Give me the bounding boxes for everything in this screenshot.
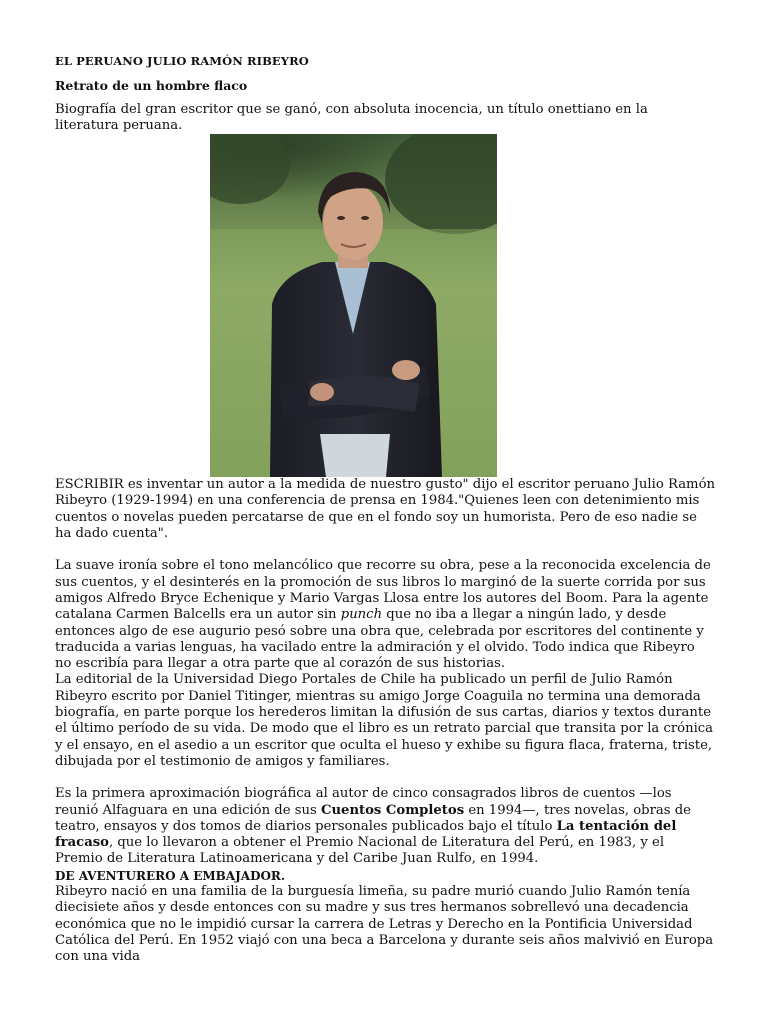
document-page [55,53,715,966]
paragraph-4-text-b: en 1994—, tres novelas, obras de teatro, ensayos y dos tomos de diarios personales publicados bajo el título [55,802,691,834]
article-lead: Biografía del gran escritor que se ganó, con absoluta inocencia, un título onettiano en la literatura peruana. [55,101,648,133]
section-heading: DE AVENTURERO A EMBAJADOR. [55,868,286,883]
article-subtitle: Retrato de un hombre flaco [55,78,248,94]
paragraph-2-text-b: que no iba a llegar a ningún lado, y desde entonces algo de ese augurio pesó sobre una obra que, celebrada por escritores del continente y traducida a varias lenguas, ha vacilado entre la admiración y el olvido. Todo indica que Ribeyro no escribía para llegar a otra parte que al corazón de sus historias. [55,607,704,672]
author-portrait-photo [210,134,497,477]
paragraph-1: ESCRIBIR es inventar un autor a la medida de nuestro gusto" dijo el escritor peruano Julio Ramón Ribeyro (1929-1994) en una conferencia de prensa en 1984."Quienes leen con detenimiento mis cuentos o novelas pueden percatarse de que en el fondo soy un humorista. Pero de eso nadie se ha dado cuenta". [55,477,715,542]
paragraph-gap [55,542,715,558]
paragraph-4 [55,786,715,867]
book-title-cuentos-completos: Cuentos Completos [320,802,465,818]
paragraph-3: La editorial de la Universidad Diego Portales de Chile ha publicado un perfil de Julio Ramón Ribeyro escrito por Daniel Titinger, mientras su amigo Jorge Coaguila no termina una demorada biografía, en parte porque los herederos limitan la difusión de sus cartas, diarios y textos durante el último período de su vida. De modo que el libro es un retrato parcial que transita por la crónica y el ensayo, en el asedio a un escritor que oculta el hueso y exhibe su figura flaca, fraterna, triste, dibujada por el testimonio de amigos y familiares. [55,672,714,769]
paragraph-2-emphasis: punch [340,607,383,623]
book-title-la-tentacion: La tentación del fracaso [55,818,677,851]
paragraph-4-text-c: , que lo llevaron a obtener el Premio Nacional de Literatura del Perú, en 1983, y el Premio de Literatura Latinoamericana y del Caribe Juan Rulfo, en 1994. [55,835,665,867]
paragraph-4-text-a: Es la primera aproximación biográfica al autor de cinco consagrados libros de cuentos —los reunió Alfaguara en una edición de sus [55,786,672,818]
paragraph-2 [55,558,715,672]
paragraph-2-text-a: La suave ironía sobre el tono melancólico que recorre su obra, pese a la reconocida excelencia de sus cuentos, y el desinterés en la promoción de sus libros lo marginó de la suerte corrida por sus amigos Alfredo Bryce Echenique y Mario Vargas Llosa entre los autores del Boom. Para la agente catalana Carmen Balcells era un autor sin [55,558,711,623]
paragraph-gap [55,770,715,786]
paragraph-5: Ribeyro nació en una familia de la burguesía limeña, su padre murió cuando Julio Ramón tenía diecisiete años y desde entonces con su madre y sus tres hermanos sobrellevó una decadencia económica que no le impidió cursar la carrera de Letras y Derecho en la Pontificia Universidad Católica del Perú. En 1952 viajó con una beca a Barcelona y durante seis años malvivió en Europa con una vida [55,884,714,965]
article-title: EL PERUANO JULIO RAMÓN RIBEYRO [55,54,309,68]
